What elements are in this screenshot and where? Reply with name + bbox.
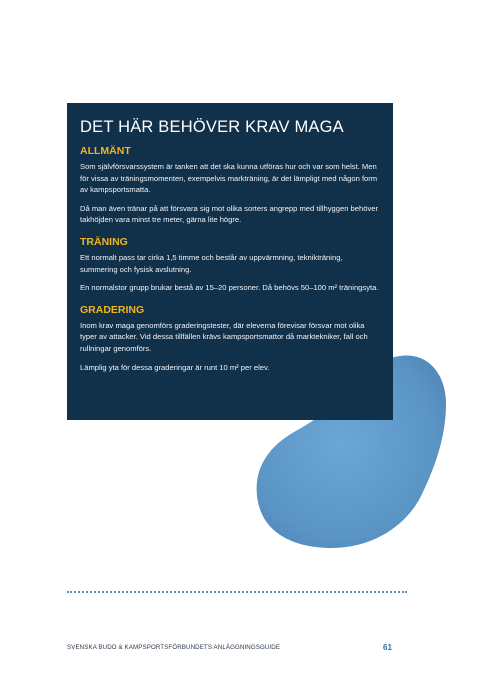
section-allmant xyxy=(80,145,380,226)
paragraph: Inom krav maga genomförs graderingstester, där eleverna förevisar försvar mot olika typer av attacker. Vid dessa tillfällen krävs kampsportsmattor då marktekniker, fall och rullningar genomförs. xyxy=(80,320,368,353)
panel-title: DET HÄR BEHÖVER KRAV MAGA xyxy=(80,118,344,136)
paragraph: Lämplig yta för dessa graderingar är runt 10 m² per elev. xyxy=(80,362,270,372)
paragraph: Som självförsvarssystem är tanken att det ska kunna utföras hur och var som helst. Men för vissa av träningsmomenten, exempelvis markträning, är det lämpligt med någon form av kampsportsmatta. xyxy=(80,162,378,195)
info-panel xyxy=(67,103,393,420)
section-heading: GRADERING xyxy=(80,303,145,316)
footer-title: SVENSKA BUDO & KAMPSPORTSFÖRBUNDETS ANLÄGGNINGSGUIDE xyxy=(67,644,281,651)
page-number: 61 xyxy=(383,643,392,652)
section-gradering xyxy=(80,304,380,373)
section-heading: ALLMÄNT xyxy=(80,145,131,157)
paragraph: Då man även tränar på att försvara sig mot olika sorters angrepp med tillhyggen behöver takhöjden vara minst tre meter, gärna lite högre. xyxy=(80,203,378,225)
section-traning xyxy=(80,236,380,294)
dotted-divider xyxy=(67,591,407,593)
paragraph: En normalstor grupp brukar bestå av 15–20 personer. Då behövs 50–100 m² träningsyta. xyxy=(80,283,379,293)
section-heading: TRÄNING xyxy=(80,235,128,248)
paragraph: Ett normalt pass tar cirka 1,5 timme och består av uppvärmning, teknikträning, summering och fysisk avslutning. xyxy=(80,252,343,274)
